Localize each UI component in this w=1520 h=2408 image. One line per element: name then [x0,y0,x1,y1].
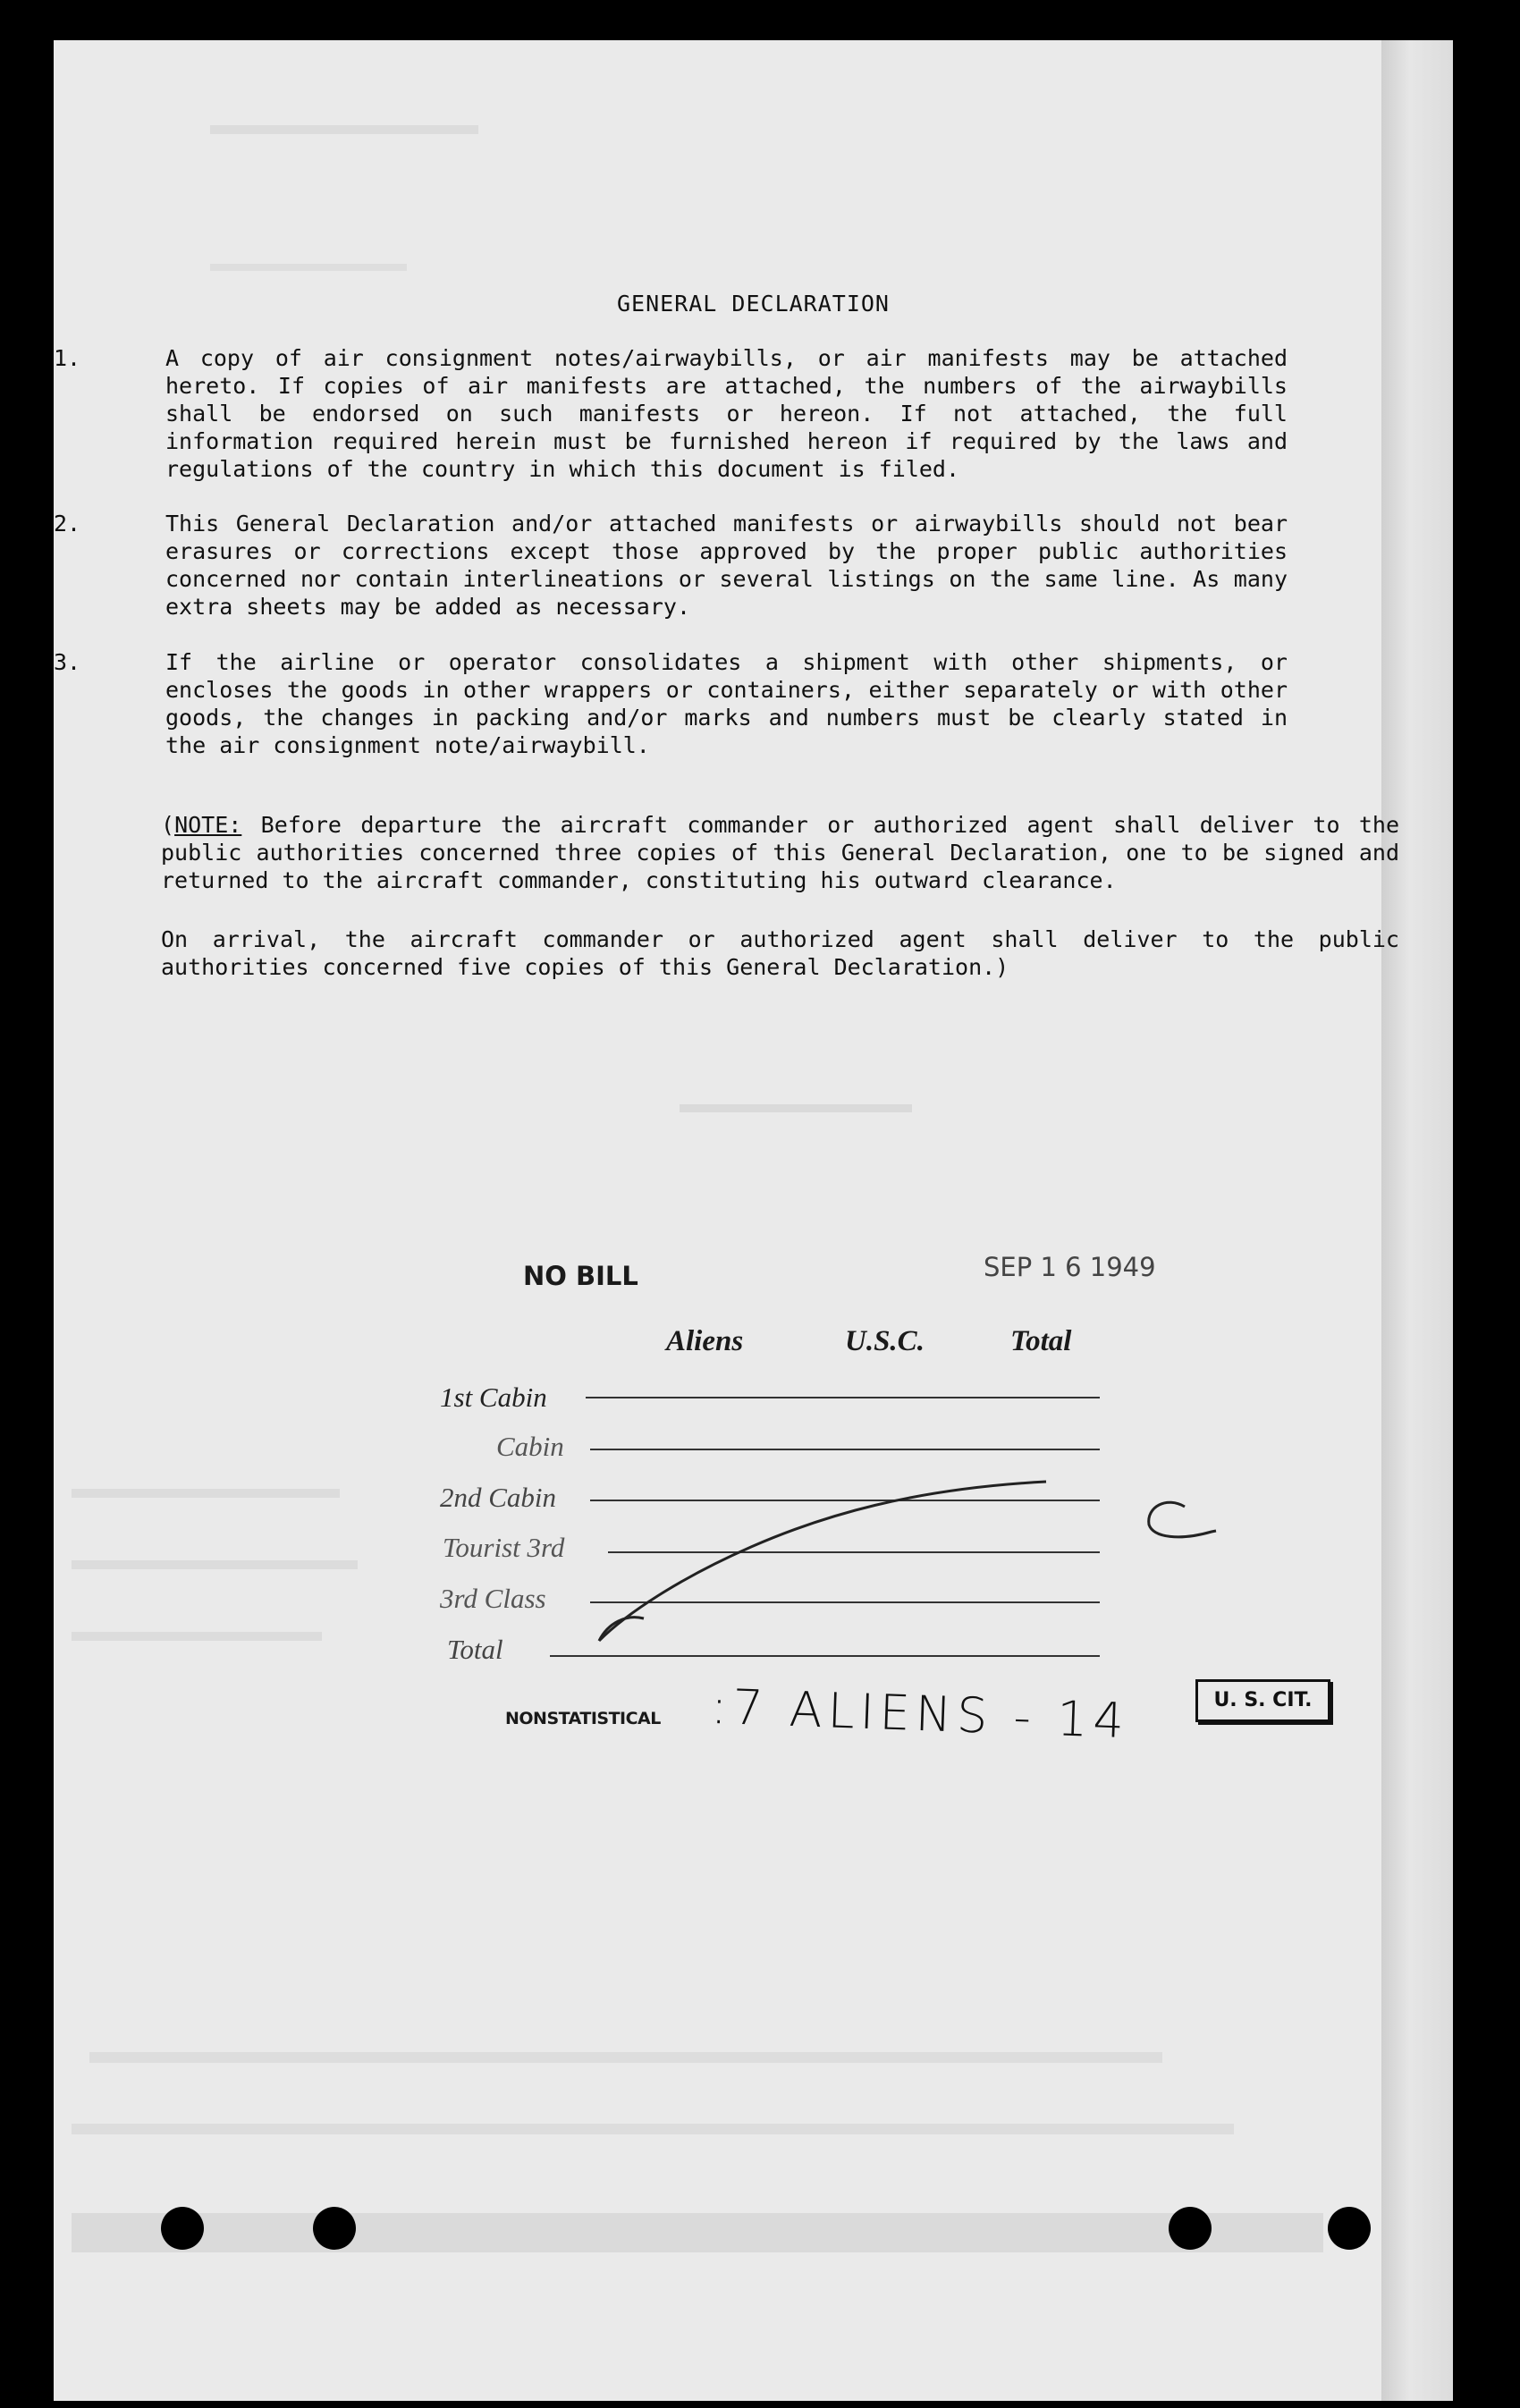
punch-hole [1169,2207,1212,2250]
strike-line [599,1482,1046,1641]
us-citizen-stamp: U. S. CIT. [1195,1679,1330,1722]
row-label-tourist-3rd: Tourist 3rd [443,1532,565,1563]
column-aliens: Aliens [666,1325,744,1357]
row-label-2nd-cabin: 2nd Cabin [440,1482,557,1513]
note-label: NOTE: [174,812,242,838]
document-title: GENERAL DECLARATION [617,291,890,317]
row-label-3rd-class: 3rd Class [440,1583,546,1614]
item-text: This General Declaration and/or attached manifests or airwaybills should not bear erasures or corrections except those approved by the proper public authorities concerned nor contain interlineations or several listings on the same line. As many extra sheets may be added as necessary. [165,511,1288,620]
item-number: 3. [54,649,81,675]
nonstatistical-stamp: NONSTATISTICAL [505,1709,661,1728]
handwritten-marks [54,40,1453,2401]
strike-hook [599,1618,644,1641]
item-text: If the airline or operator consolidates a shipment with other shipments, or encloses the goods in other wrappers or containers, either separately or with other goods, the changes in packing and/or marks and numbers must be clearly stated in the air consignment note/airwaybill. [165,649,1288,758]
column-total: Total [1010,1325,1072,1357]
item-text: A copy of air consignment notes/airwaybills, or air manifests may be attached hereto. If copies of air manifests are attached, the numbers of the airwaybills shall be endorsed on such manifests or hereon. If not attached, the full information required herein must be furnished hereon if required by the laws and regulations of the country in which this document is filed. [165,345,1288,482]
column-usc: U.S.C. [845,1325,925,1357]
handwritten-alien-count: :7 ALIENS - 14 [710,1677,1130,1750]
item-number: 2. [54,511,81,537]
check-mark [1149,1502,1216,1537]
punch-hole [161,2207,204,2250]
punch-hole [1328,2207,1371,2250]
note-open-paren: ( [161,812,175,838]
punch-hole [313,2207,356,2250]
note-text: Before departure the aircraft commander or authorized agent shall deliver to the public authorities concerned three copies of this General Declaration, one to be signed and returned to the aircraft commander, constituting his outward clearance. [161,812,1399,893]
row-label-1st-cabin: 1st Cabin [440,1381,547,1413]
date-stamp: SEP 1 6 1949 [984,1252,1156,1282]
row-label-cabin: Cabin [496,1431,564,1462]
arrival-text: On arrival, the aircraft commander or authorized agent shall deliver to the public authorities concerned five copies of this General Declaration.) [161,926,1399,980]
row-label-total: Total [447,1634,503,1665]
no-bill-stamp: NO BILL [523,1261,638,1291]
document-page [54,40,1453,2401]
item-number: 1. [54,345,81,371]
